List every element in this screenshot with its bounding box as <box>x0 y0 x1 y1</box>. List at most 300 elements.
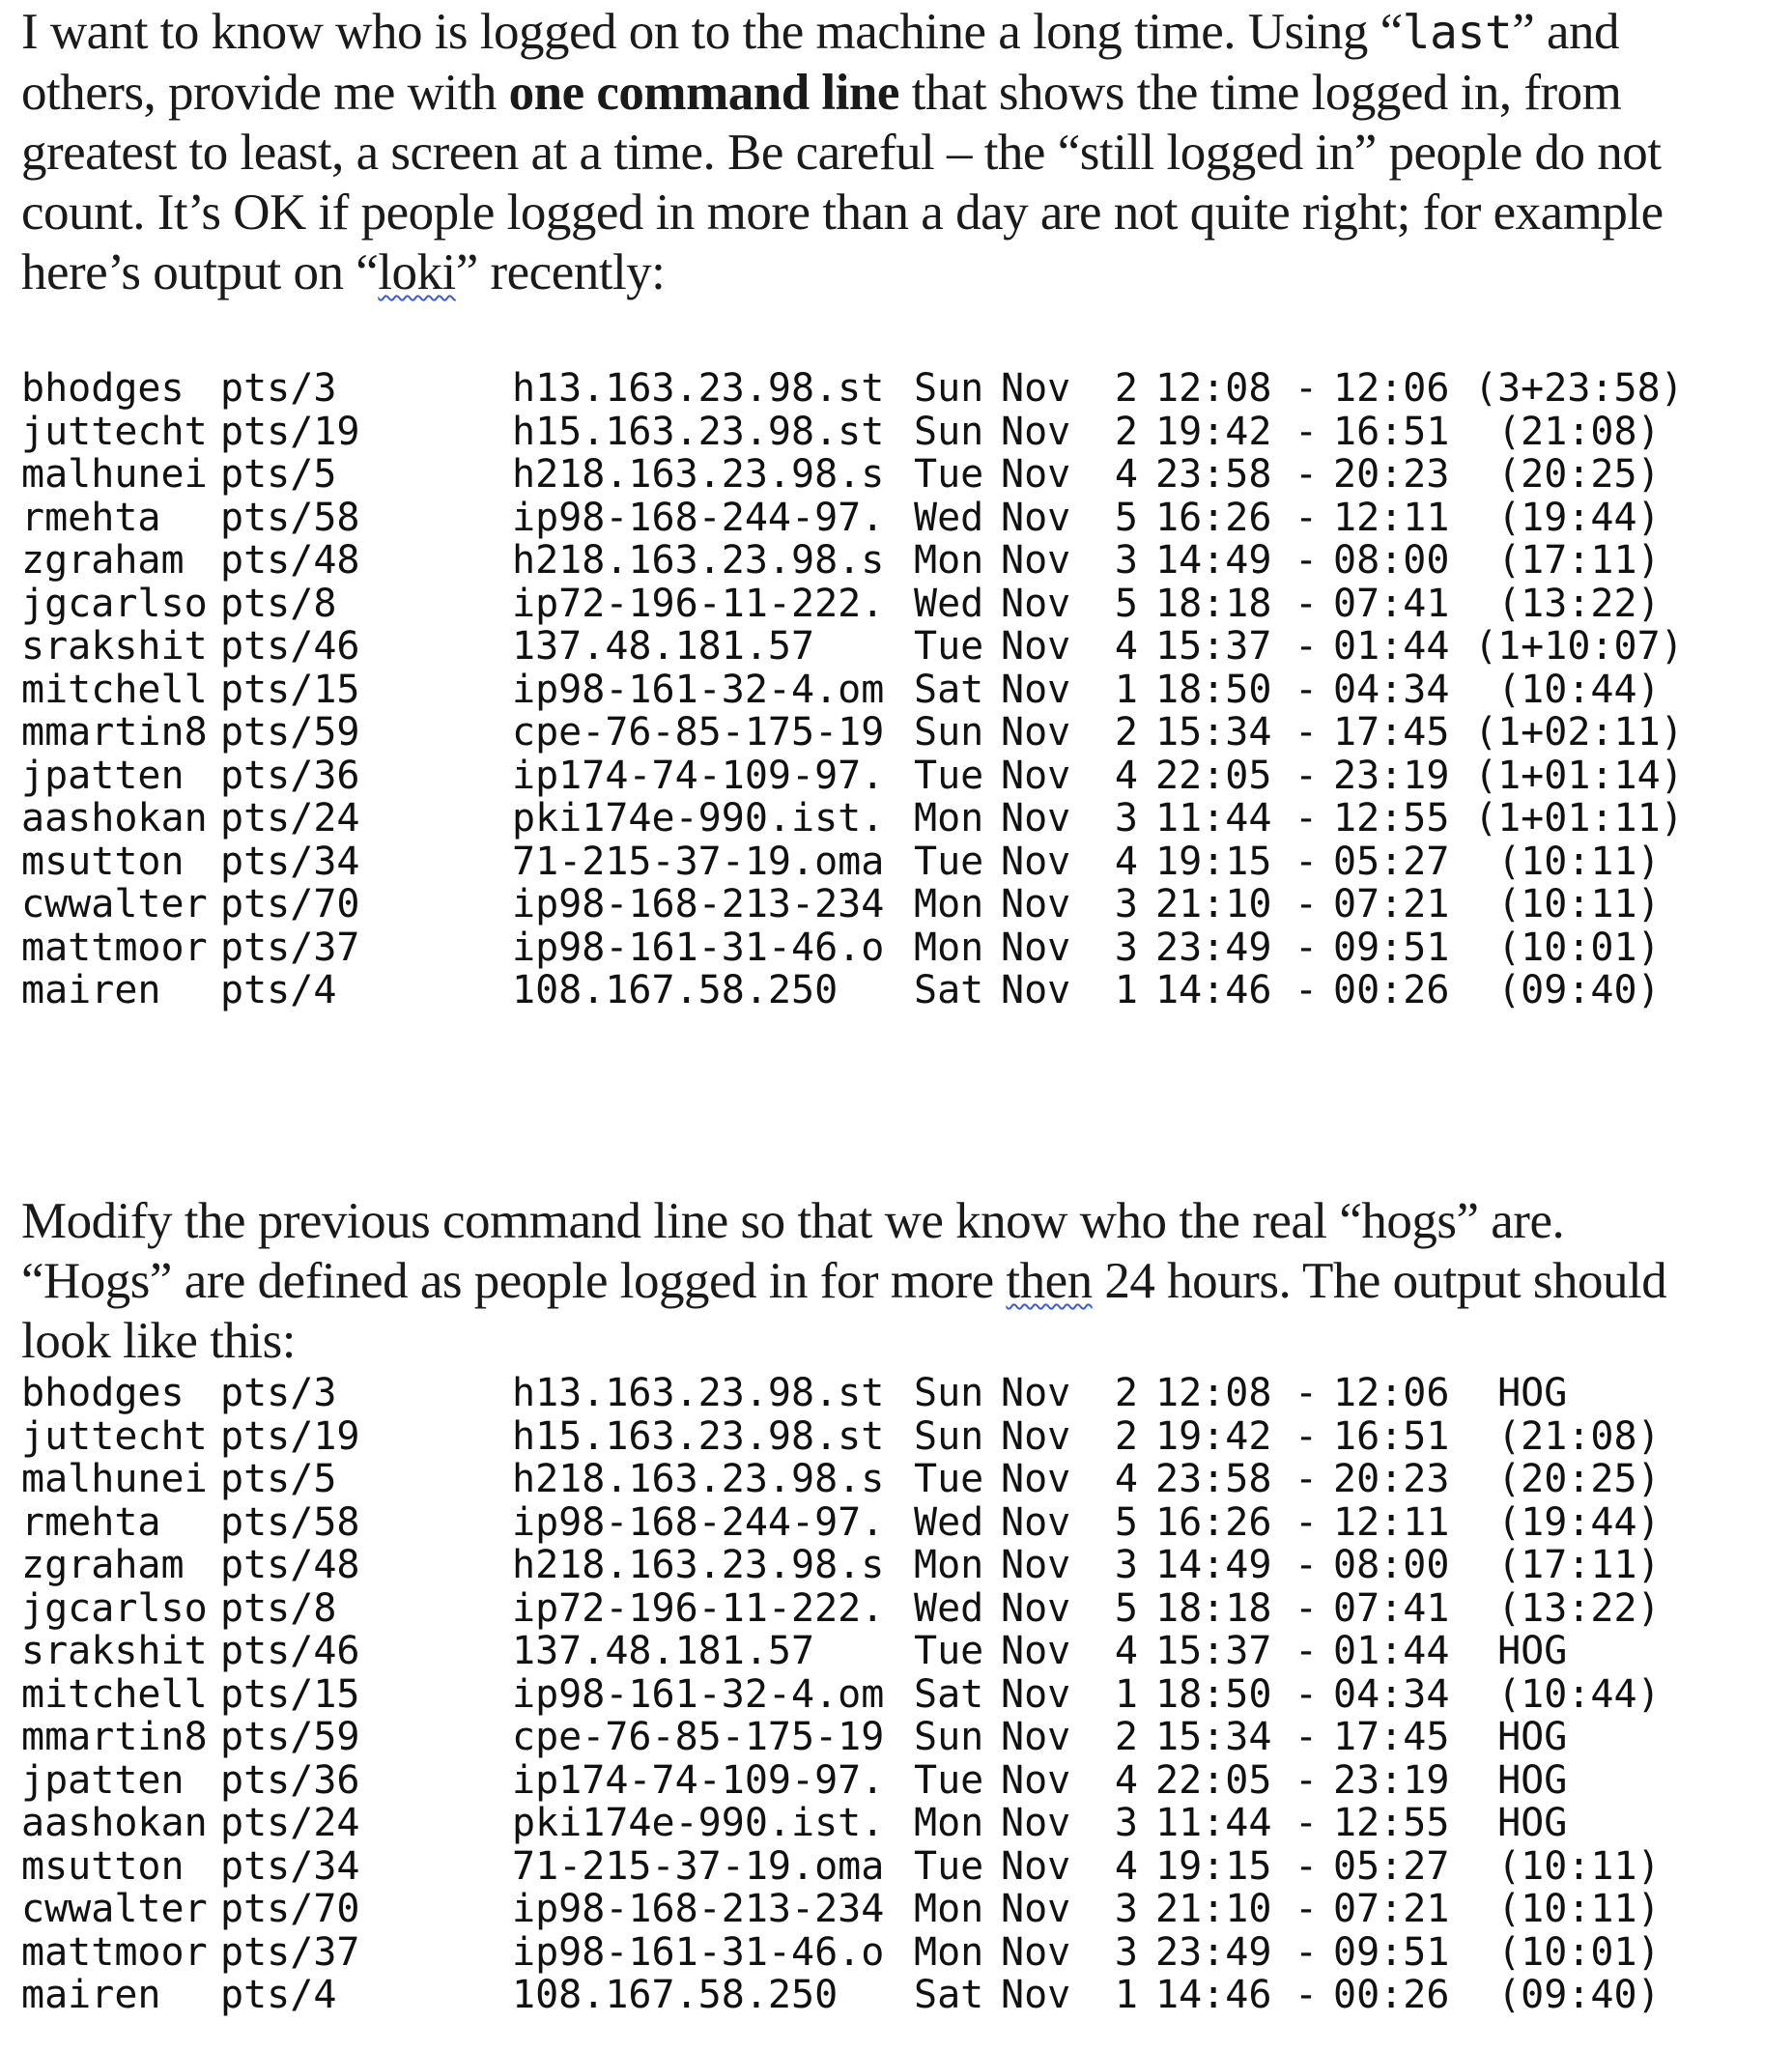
login-user: jgcarlso <box>21 581 208 626</box>
login-date: 5 <box>1114 581 1138 626</box>
listing-row <box>21 367 1760 411</box>
login-end-time: 05:27 <box>1333 839 1450 884</box>
login-day: Tue <box>914 1457 984 1501</box>
login-day: Tue <box>914 452 984 497</box>
login-dash: - <box>1294 1457 1319 1501</box>
login-date: 5 <box>1114 1585 1138 1631</box>
login-start-time: 18:18 <box>1155 1585 1272 1631</box>
login-user: mairen <box>21 968 161 1012</box>
login-day: Wed <box>914 495 984 540</box>
login-dash: - <box>1294 1543 1319 1587</box>
login-user: mmartin8 <box>21 710 208 755</box>
login-end-time: 07:21 <box>1333 1887 1450 1931</box>
login-month: Nov <box>1001 1973 1071 2017</box>
login-dash: - <box>1294 495 1319 540</box>
login-day: Sun <box>914 366 984 411</box>
login-start-time: 12:08 <box>1155 366 1272 411</box>
login-date: 1 <box>1114 1671 1138 1717</box>
login-duration: (1+01:11) <box>1474 796 1684 840</box>
login-start-time: 16:26 <box>1155 1499 1272 1545</box>
login-day: Sun <box>914 1413 984 1459</box>
login-host: ip98-161-32-4.om <box>512 1671 885 1717</box>
login-start-time: 19:15 <box>1155 839 1272 884</box>
login-dash: - <box>1294 968 1319 1012</box>
listing-row <box>21 755 1760 798</box>
login-duration: (19:44) <box>1474 495 1661 540</box>
question-1-paragraph <box>21 2 1683 302</box>
listing-row <box>21 583 1760 626</box>
login-duration: HOG <box>1474 1629 1568 1673</box>
listing-row <box>21 711 1760 755</box>
login-dash: - <box>1294 1887 1319 1931</box>
login-day: Sun <box>914 409 984 454</box>
login-tty: pts/15 <box>220 1671 360 1717</box>
login-start-time: 19:15 <box>1155 1843 1272 1889</box>
login-day: Mon <box>914 1543 984 1587</box>
login-user: bhodges <box>21 366 185 411</box>
login-month: Nov <box>1001 1757 1071 1803</box>
login-tty: pts/46 <box>220 1629 360 1673</box>
login-start-time: 23:58 <box>1155 1457 1272 1501</box>
login-month: Nov <box>1001 1413 1071 1459</box>
login-duration: (13:22) <box>1474 581 1661 626</box>
login-day: Mon <box>914 1929 984 1975</box>
login-date: 4 <box>1114 1457 1138 1501</box>
listing-row <box>21 411 1760 454</box>
login-date: 1 <box>1114 968 1138 1012</box>
listing-row <box>21 669 1760 712</box>
login-start-time: 14:46 <box>1155 968 1272 1012</box>
listing-row <box>21 1759 1760 1803</box>
login-date: 4 <box>1114 839 1138 884</box>
login-host: h15.163.23.98.st <box>512 409 885 454</box>
login-date: 3 <box>1114 796 1138 840</box>
login-month: Nov <box>1001 1371 1071 1415</box>
login-user: malhunei <box>21 1457 208 1501</box>
login-end-time: 12:11 <box>1333 495 1450 540</box>
login-user: juttecht <box>21 1413 208 1459</box>
login-start-time: 15:37 <box>1155 624 1272 669</box>
login-end-time: 01:44 <box>1333 624 1450 669</box>
question-2-text-a: Modify the previous command line so that we know who the real “hogs” are. “Hogs” are defined as people logged in for more <box>21 1193 1565 1309</box>
login-date: 3 <box>1114 1929 1138 1975</box>
login-user: cwwalter <box>21 1887 208 1931</box>
login-tty: pts/8 <box>220 581 337 626</box>
login-date: 2 <box>1114 366 1138 411</box>
listing-row <box>21 1544 1760 1587</box>
login-dash: - <box>1294 1757 1319 1803</box>
login-start-time: 23:58 <box>1155 452 1272 497</box>
login-tty: pts/8 <box>220 1585 337 1631</box>
last-command: last <box>1402 6 1513 60</box>
login-tty: pts/48 <box>220 538 360 583</box>
login-user: aashokan <box>21 1801 208 1845</box>
login-end-time: 16:51 <box>1333 409 1450 454</box>
listing-row <box>21 1888 1760 1931</box>
login-duration: (3+23:58) <box>1474 366 1684 411</box>
login-month: Nov <box>1001 1499 1071 1545</box>
login-dash: - <box>1294 1715 1319 1759</box>
login-dash: - <box>1294 839 1319 884</box>
listing-row <box>21 1802 1760 1845</box>
login-user: srakshit <box>21 624 208 669</box>
login-dash: - <box>1294 1499 1319 1545</box>
login-tty: pts/59 <box>220 710 360 755</box>
login-start-time: 11:44 <box>1155 1801 1272 1845</box>
login-dash: - <box>1294 538 1319 583</box>
question-2-text-b: 24 hours. The output should look like this: <box>21 1253 1667 1369</box>
login-user: mitchell <box>21 1671 208 1717</box>
login-start-time: 14:46 <box>1155 1973 1272 2017</box>
login-end-time: 00:26 <box>1333 968 1450 1012</box>
login-date: 3 <box>1114 538 1138 583</box>
login-start-time: 14:49 <box>1155 1543 1272 1587</box>
login-tty: pts/70 <box>220 1887 360 1931</box>
login-duration: (10:11) <box>1474 1843 1661 1889</box>
login-host: ip72-196-11-222. <box>512 1585 885 1631</box>
listing-row <box>21 1974 1760 2017</box>
login-day: Mon <box>914 796 984 840</box>
login-host: h218.163.23.98.s <box>512 1457 885 1501</box>
login-tty: pts/5 <box>220 452 337 497</box>
listing-row <box>21 926 1760 970</box>
login-duration: (1+10:07) <box>1474 624 1684 669</box>
login-month: Nov <box>1001 409 1071 454</box>
login-start-time: 18:18 <box>1155 581 1272 626</box>
login-host: h13.163.23.98.st <box>512 1371 885 1415</box>
login-end-time: 20:23 <box>1333 452 1450 497</box>
login-user: msutton <box>21 1843 185 1889</box>
login-end-time: 08:00 <box>1333 538 1450 583</box>
login-host: 137.48.181.57 <box>512 624 815 669</box>
login-day: Sun <box>914 710 984 755</box>
login-dash: - <box>1294 409 1319 454</box>
login-dash: - <box>1294 710 1319 755</box>
login-duration: (20:25) <box>1474 452 1661 497</box>
login-host: cpe-76-85-175-19 <box>512 710 885 755</box>
login-dash: - <box>1294 796 1319 840</box>
listing-row <box>21 625 1760 669</box>
login-start-time: 15:37 <box>1155 1629 1272 1673</box>
listing-row <box>21 797 1760 840</box>
login-start-time: 19:42 <box>1155 409 1272 454</box>
login-start-time: 21:10 <box>1155 882 1272 926</box>
login-month: Nov <box>1001 1715 1071 1759</box>
login-duration: (17:11) <box>1474 538 1661 583</box>
last-output-listing <box>21 367 1760 1012</box>
login-dash: - <box>1294 882 1319 926</box>
login-dash: - <box>1294 1371 1319 1415</box>
question-2-paragraph <box>21 1191 1683 1371</box>
login-host: pki174e-990.ist. <box>512 1801 885 1845</box>
login-month: Nov <box>1001 366 1071 411</box>
login-start-time: 19:42 <box>1155 1413 1272 1459</box>
login-user: rmehta <box>21 1499 161 1545</box>
login-tty: pts/70 <box>220 882 360 926</box>
login-end-time: 17:45 <box>1333 710 1450 755</box>
login-month: Nov <box>1001 1629 1071 1673</box>
login-duration: (17:11) <box>1474 1543 1661 1587</box>
login-host: 137.48.181.57 <box>512 1629 815 1673</box>
login-host: ip98-168-213-234 <box>512 882 885 926</box>
login-host: h13.163.23.98.st <box>512 366 885 411</box>
login-host: 108.167.58.250 <box>512 968 839 1012</box>
login-host: 108.167.58.250 <box>512 1973 839 2017</box>
login-end-time: 07:41 <box>1333 581 1450 626</box>
login-tty: pts/3 <box>220 1371 337 1415</box>
login-user: bhodges <box>21 1371 185 1415</box>
login-month: Nov <box>1001 1843 1071 1889</box>
login-host: h218.163.23.98.s <box>512 1543 885 1587</box>
login-day: Mon <box>914 1887 984 1931</box>
login-date: 4 <box>1114 753 1138 798</box>
login-tty: pts/34 <box>220 1843 360 1889</box>
login-day: Tue <box>914 1843 984 1889</box>
listing-row <box>21 1415 1760 1459</box>
login-host: ip98-161-31-46.o <box>512 925 885 970</box>
login-date: 2 <box>1114 1413 1138 1459</box>
question-1-text-b: ” and others, provide me with <box>21 4 1620 121</box>
login-start-time: 16:26 <box>1155 495 1272 540</box>
login-day: Wed <box>914 1585 984 1631</box>
login-end-time: 20:23 <box>1333 1457 1450 1501</box>
login-duration: (10:11) <box>1474 882 1661 926</box>
login-end-time: 00:26 <box>1333 1973 1450 2017</box>
login-dash: - <box>1294 1843 1319 1889</box>
login-day: Mon <box>914 1801 984 1845</box>
login-tty: pts/46 <box>220 624 360 669</box>
login-month: Nov <box>1001 1457 1071 1501</box>
login-day: Sat <box>914 667 984 712</box>
login-month: Nov <box>1001 839 1071 884</box>
listing-row <box>21 1673 1760 1717</box>
login-dash: - <box>1294 1973 1319 2017</box>
listing-row <box>21 1845 1760 1889</box>
listing-row <box>21 453 1760 497</box>
login-month: Nov <box>1001 1671 1071 1717</box>
question-1-text-d: ” recently: <box>455 244 666 300</box>
login-dash: - <box>1294 624 1319 669</box>
login-month: Nov <box>1001 1929 1071 1975</box>
login-host: ip72-196-11-222. <box>512 581 885 626</box>
login-date: 1 <box>1114 667 1138 712</box>
login-end-time: 09:51 <box>1333 925 1450 970</box>
login-host: pki174e-990.ist. <box>512 796 885 840</box>
login-dash: - <box>1294 366 1319 411</box>
login-day: Sat <box>914 1671 984 1717</box>
login-user: srakshit <box>21 1629 208 1673</box>
login-duration: (10:44) <box>1474 1671 1661 1717</box>
login-host: 71-215-37-19.oma <box>512 839 885 884</box>
login-host: ip98-161-31-46.o <box>512 1929 885 1975</box>
login-dash: - <box>1294 452 1319 497</box>
login-tty: pts/24 <box>220 796 360 840</box>
login-duration: (10:44) <box>1474 667 1661 712</box>
login-user: zgraham <box>21 1543 185 1587</box>
login-date: 5 <box>1114 1499 1138 1545</box>
login-dash: - <box>1294 581 1319 626</box>
login-user: mattmoor <box>21 925 208 970</box>
login-tty: pts/5 <box>220 1457 337 1501</box>
login-user: mitchell <box>21 667 208 712</box>
login-duration: HOG <box>1474 1801 1568 1845</box>
login-day: Sun <box>914 1371 984 1415</box>
login-date: 5 <box>1114 495 1138 540</box>
listing-row <box>21 1458 1760 1501</box>
login-date: 3 <box>1114 1801 1138 1845</box>
login-start-time: 12:08 <box>1155 1371 1272 1415</box>
login-tty: pts/19 <box>220 1413 360 1459</box>
listing-row <box>21 883 1760 926</box>
login-duration: (20:25) <box>1474 1457 1661 1501</box>
login-month: Nov <box>1001 1585 1071 1631</box>
login-date: 3 <box>1114 882 1138 926</box>
login-start-time: 11:44 <box>1155 796 1272 840</box>
login-duration: (09:40) <box>1474 968 1661 1012</box>
login-end-time: 04:34 <box>1333 1671 1450 1717</box>
login-duration: (10:11) <box>1474 839 1661 884</box>
login-duration: (10:11) <box>1474 1887 1661 1931</box>
login-day: Tue <box>914 624 984 669</box>
login-duration: (10:01) <box>1474 925 1661 970</box>
login-start-time: 22:05 <box>1155 753 1272 798</box>
login-duration: HOG <box>1474 1715 1568 1759</box>
login-host: cpe-76-85-175-19 <box>512 1715 885 1759</box>
login-date: 2 <box>1114 1371 1138 1415</box>
login-day: Sun <box>914 1715 984 1759</box>
login-end-time: 12:06 <box>1333 1371 1450 1415</box>
login-duration: (21:08) <box>1474 1413 1661 1459</box>
login-start-time: 15:34 <box>1155 710 1272 755</box>
login-tty: pts/24 <box>220 1801 360 1845</box>
login-month: Nov <box>1001 495 1071 540</box>
login-tty: pts/37 <box>220 925 360 970</box>
login-day: Mon <box>914 882 984 926</box>
login-end-time: 23:19 <box>1333 1757 1450 1803</box>
login-duration: (21:08) <box>1474 409 1661 454</box>
listing-row <box>21 497 1760 540</box>
login-start-time: 22:05 <box>1155 1757 1272 1803</box>
login-tty: pts/37 <box>220 1929 360 1975</box>
login-end-time: 01:44 <box>1333 1629 1450 1673</box>
login-dash: - <box>1294 925 1319 970</box>
login-dash: - <box>1294 1629 1319 1673</box>
login-day: Tue <box>914 1629 984 1673</box>
listing-row <box>21 1372 1760 1415</box>
login-date: 1 <box>1114 1973 1138 2017</box>
login-date: 4 <box>1114 1757 1138 1803</box>
login-duration: (19:44) <box>1474 1499 1661 1545</box>
login-duration: (09:40) <box>1474 1973 1661 2017</box>
listing-row <box>21 1716 1760 1759</box>
login-date: 3 <box>1114 1543 1138 1587</box>
login-end-time: 04:34 <box>1333 667 1450 712</box>
login-month: Nov <box>1001 1543 1071 1587</box>
login-tty: pts/4 <box>220 968 337 1012</box>
login-start-time: 18:50 <box>1155 1671 1272 1717</box>
login-end-time: 07:41 <box>1333 1585 1450 1631</box>
login-start-time: 15:34 <box>1155 1715 1272 1759</box>
login-month: Nov <box>1001 452 1071 497</box>
login-dash: - <box>1294 1801 1319 1845</box>
then-word: then <box>1006 1253 1093 1309</box>
login-host: h218.163.23.98.s <box>512 538 885 583</box>
login-user: mmartin8 <box>21 1715 208 1759</box>
login-dash: - <box>1294 753 1319 798</box>
login-month: Nov <box>1001 1887 1071 1931</box>
login-user: juttecht <box>21 409 208 454</box>
login-start-time: 18:50 <box>1155 667 1272 712</box>
login-date: 4 <box>1114 624 1138 669</box>
login-tty: pts/58 <box>220 1499 360 1545</box>
login-start-time: 23:49 <box>1155 925 1272 970</box>
login-tty: pts/15 <box>220 667 360 712</box>
listing-row <box>21 1931 1760 1975</box>
login-tty: pts/34 <box>220 839 360 884</box>
login-tty: pts/58 <box>220 495 360 540</box>
login-month: Nov <box>1001 968 1071 1012</box>
login-tty: pts/59 <box>220 1715 360 1759</box>
login-month: Nov <box>1001 581 1071 626</box>
login-month: Nov <box>1001 710 1071 755</box>
login-host: ip98-168-213-234 <box>512 1887 885 1931</box>
login-user: jgcarlso <box>21 1585 208 1631</box>
question-1-text-c: that shows the time logged in, from greatest to least, a screen at a time. Be careful – the “still logged in” people do not count. It’s OK if people logged in more than a day are not quite right; for example here’s output on “ <box>21 65 1664 300</box>
login-month: Nov <box>1001 538 1071 583</box>
login-end-time: 12:55 <box>1333 1801 1450 1845</box>
login-end-time: 12:11 <box>1333 1499 1450 1545</box>
login-duration: HOG <box>1474 1757 1568 1803</box>
login-date: 4 <box>1114 1629 1138 1673</box>
question-1-text-a: I want to know who is logged on to the machine a long time. Using “ <box>21 4 1403 60</box>
login-host: ip174-74-109-97. <box>512 1757 885 1803</box>
login-start-time: 23:49 <box>1155 1929 1272 1975</box>
login-tty: pts/4 <box>220 1973 337 2017</box>
login-user: mattmoor <box>21 1929 208 1975</box>
login-date: 2 <box>1114 1715 1138 1759</box>
login-day: Wed <box>914 581 984 626</box>
login-date: 4 <box>1114 452 1138 497</box>
login-duration: (1+01:14) <box>1474 753 1684 798</box>
login-date: 4 <box>1114 1843 1138 1889</box>
login-day: Tue <box>914 1757 984 1803</box>
listing-row <box>21 840 1760 884</box>
login-user: mairen <box>21 1973 161 2017</box>
login-end-time: 08:00 <box>1333 1543 1450 1587</box>
listing-row <box>21 1587 1760 1631</box>
login-end-time: 12:55 <box>1333 796 1450 840</box>
login-user: aashokan <box>21 796 208 840</box>
login-user: rmehta <box>21 495 161 540</box>
login-end-time: 09:51 <box>1333 1929 1450 1975</box>
login-day: Mon <box>914 538 984 583</box>
login-user: malhunei <box>21 452 208 497</box>
listing-row <box>21 969 1760 1012</box>
login-end-time: 16:51 <box>1333 1413 1450 1459</box>
login-user: jpatten <box>21 753 185 798</box>
login-host: ip98-161-32-4.om <box>512 667 885 712</box>
login-user: cwwalter <box>21 882 208 926</box>
login-month: Nov <box>1001 753 1071 798</box>
login-month: Nov <box>1001 624 1071 669</box>
login-day: Sat <box>914 968 984 1012</box>
login-user: jpatten <box>21 1757 185 1803</box>
login-start-time: 14:49 <box>1155 538 1272 583</box>
login-end-time: 12:06 <box>1333 366 1450 411</box>
listing-row <box>21 1501 1760 1545</box>
login-date: 3 <box>1114 925 1138 970</box>
one-command-line-emphasis: one command line <box>508 65 899 121</box>
